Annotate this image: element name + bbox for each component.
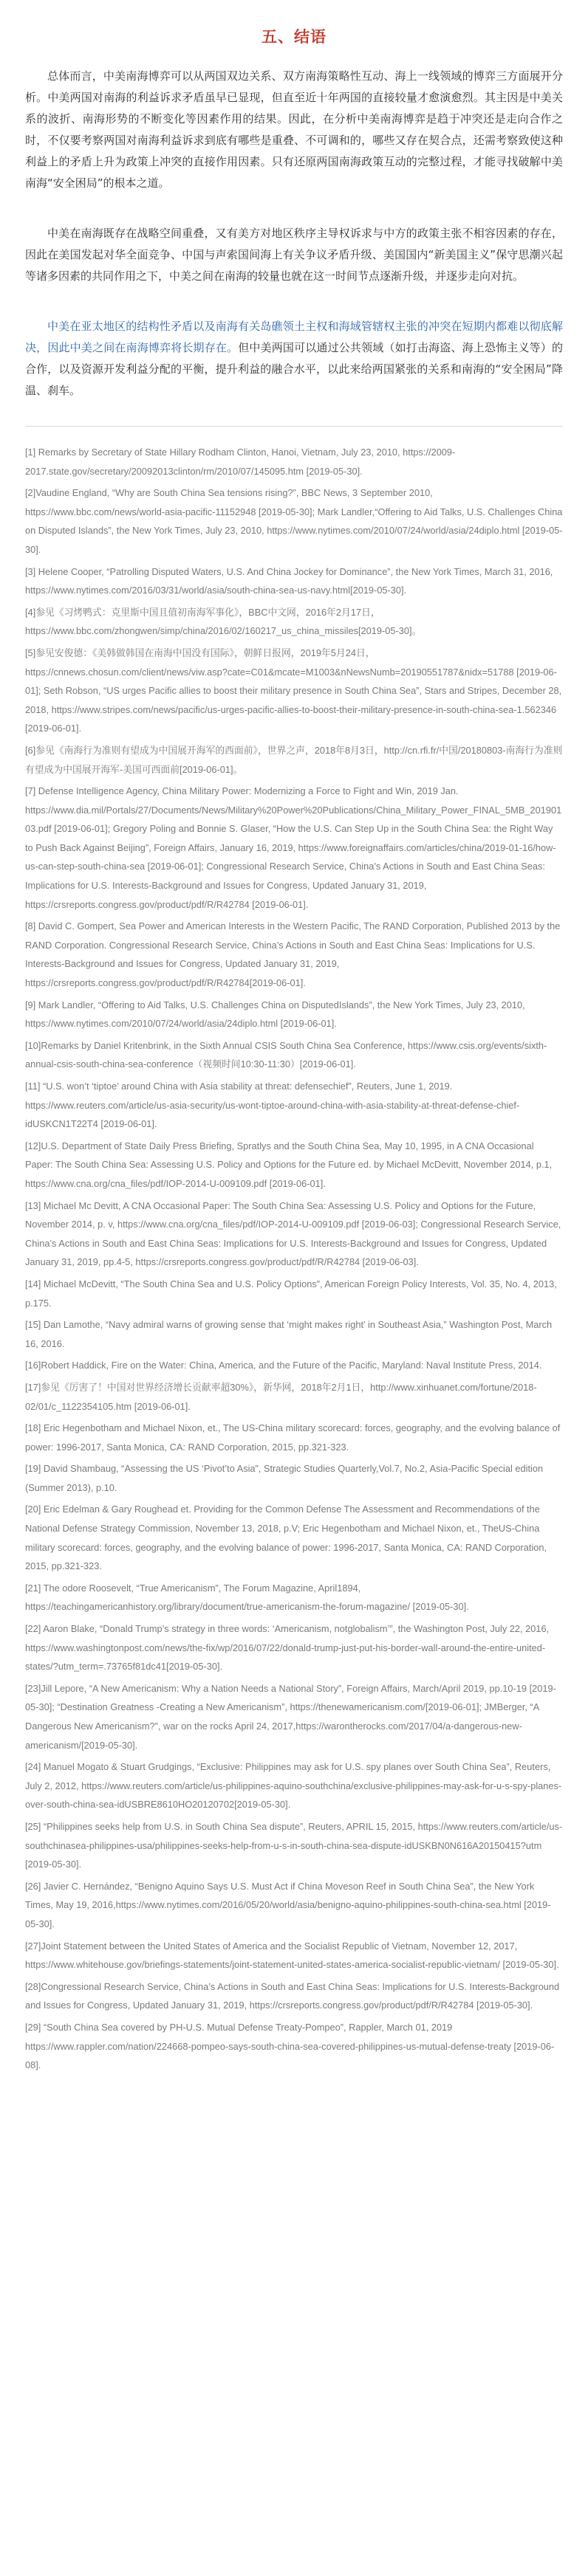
reference-item: [9] Mark Landler, “Offering to Aid Talks, U.S. Challenges China on DisputedIslands”, the New York Times, July 23, 2010, https://www.nytimes.com/2010/07/24/world/asia/24diplo.html [2019-06-01]. (25, 999, 525, 1030)
references-list (25, 443, 563, 2075)
reference-item: [27]Joint Statement between the United States of America and the Socialist Republic of Vietnam, November 12, 2017, https://www.whitehouse.gov/briefings-statements/joint-statement-united-states-america-socialist-republic-vietnam/ [2019-05-30]. (25, 1940, 559, 1971)
reference-item: [10]Remarks by Daniel Kritenbrink, in the Sixth Annual CSIS South China Sea Conference, https://www.csis.org/events/sixth-annual-csis-south-china-sea-conference（视频时间10:30-11:30）[2019-06-01]. (25, 1039, 547, 1070)
reference-item: [22] Aaron Blake, “Donald Trump’s strategy in three words: ‘Americanism, notglobalism’”, the Washington Post, July 22, 2016, https://www.washingtonpost.com/news/the-fix/wp/2016/07/22/donald-trump-just-put-his-border-wall-around-the-entire-united-states/?utm_term=.73765f81dc41[2019-05-30]. (25, 1623, 550, 1673)
reference-item: [19] David Shambaug, “Assessing the US ‘Pivot’to Asia”, Strategic Studies Quarterly,Vol.7, No.2, Asia-Pacific Special edition (Summer 2013), p.10. (25, 1463, 544, 1493)
reference-item: [7] Defense Intelligence Agency, China Military Power: Modernizing a Force to Fight and Win, 2019 Jan. https://www.dia.mil/Portals/27/Documents/News/Military%20Power%20Publications/China_Military_Power_FINAL_5MB_20190103.pdf [2019-06-01]; Gregory Poling and Bonnie S. Glaser, “How the U.S. Can Step Up in the South China Sea: the Right Way to Push Back Against Beijing”, Foreign Affairs, January 16, 2019, https://www.foreignaffairs.com/articles/china/2019-01-16/how-us-can-step-south-china-sea [2019-06-01]; Congressional Research Service, China’s Actions in South and East China Seas: Implications for U.S. Interests-Background and Issues for Congress, Updated January 31, 2019, https://crsreports.congress.gov/product/pdf/R/R42784 [2019-06-01]. (25, 785, 562, 910)
reference-item: [24] Manuel Mogato & Stuart Grudgings, “Exclusive: Philippines may ask for U.S. spy planes over South China Sea”, Reuters, July 2, 2012, https://www.reuters.com/article/us-philippines-aquino-southchina/exclusive-philippines-may-ask-for-u-s-spy-planes-over-south-china-sea-idUSBRE8610HO20120702[2019-05-30]. (25, 1761, 562, 1811)
article-page (0, 25, 588, 2576)
reference-item: [23]Jill Lepore, “A New Americanism: Why a Nation Needs a National Story”, Foreign Affairs, March/April 2019, pp.10-19 [2019-05-30]; “Destination Greatness -Creating a New Americanism”, https://thenewamericanism.com/[2019-06-01]; JMBerger, “A Dangerous New Americanism?”, war on the rocks April 24, 2017,https://warontherocks.com/2017/04/a-dangerous-new-americanism/[2019-05-30]. (25, 1682, 556, 1751)
reference-item: [11] “U.S. won’t ‘tiptoe’ around China with Asia stability at threat: defensechief”, Reuters, June 1, 2019. https://www.reuters.com/article/us-asia-security/us-wont-tiptoe-around-china-with-asia-stability-at-threat-defense-chief-idUSKCN1T22T4 [2019-06-01]. (25, 1081, 520, 1130)
reference-item: [3] Helene Cooper, “Patrolling Disputed Waters, U.S. And China Jockey for Dominance”, the New York Times, March 31, 2016, https://www.nytimes.com/2016/03/31/world/asia/south-china-sea-us-navy.html[2019-05-30]. (25, 565, 553, 596)
reference-item: [20] Eric Edelman & Gary Roughead et. Providing for the Common Defense The Assessment and Recommendations of the National Defense Strategy Commission, November 13, 2018, p.V; Eric Hegenbotham and Michael Nixon, et., TheUS-China military scorecard: forces, geography, and the evolving balance of power: 1996-2017, Santa Monica, CA: RAND Corporation, 2015, pp.321-323. (25, 1504, 547, 1572)
reference-item: [5]参见安俊德：《美韩做韩国在南海中国没有国际》，朝鲜日报网，2019年5月24日，https://cnnews.chosun.com/client/news/viw.asp?cate=C01&mcate=M1003&nNewsNumb=20190551787&nidx=51788 [2019-06-01]; Seth Robson, “US urges Pacific allies to boost their military presence in South China Sea”, Stars and Stripes, December 28, 2018, https://www.stripes.com/news/pacific/us-urges-pacific-allies-to-boost-their-military-presence-in-south-china-sea-1.562346 [2019-06-01]. (25, 647, 562, 734)
conclusion-paragraph-2 (25, 223, 563, 287)
reference-item: [21] The odore Roosevelt, “True Americanism”, The Forum Magazine, April1894, https://teachingamericanhistory.org/library/document/true-americanism-the-forum-magazine/ [2019-05-30]. (25, 1582, 469, 1613)
reference-item: [25] “Philippines seeks help from U.S. in South China Sea dispute”, Reuters, APRIL 15, 2015, https://www.reuters.com/article/us-southchinasea-philippines-usa/philippines-seeks-help-from-u-s-in-south-china-sea-dispute-idUSKBN0N616A20150415?utm [2019-05-30]. (25, 1820, 563, 1870)
reference-item: [2]Vaudine England, “Why are South China Sea tensions rising?”, BBC News, 3 September 2010, https://www.bbc.com/news/world-asia-pacific-11152948 [2019-05-30]; Mark Landler,“Offering to Aid Talks, U.S. Challenges China on Disputed Islands”, the New York Times, July 23, 2010, https://www.nytimes.com/2010/07/24/world/asia/24diplo.html [2019-05-30]. (25, 487, 563, 555)
conclusion-paragraph-1 (25, 66, 563, 194)
section-divider (25, 426, 563, 427)
reference-item: [16]Robert Haddick, Fire on the Water: China, America, and the Future of the Pacific, Maryland: Naval Institute Press, 2014. (25, 1360, 542, 1371)
reference-item: [29] “South China Sea covered by PH-U.S. Mutual Defense Treaty-Pompeo”, Rappler, March 01, 2019 https://www.rappler.com/nation/224668-pompeo-says-south-china-sea-covered-philippines-us-mutual-defense-treaty [2019-06-08]. (25, 2021, 555, 2071)
paragraph-text-combined (25, 316, 563, 402)
reference-item: [18] Eric Hegenbotham and Michael Nixon, et., The US-China military scorecard: forces, geography, and the evolving balance of power: 1996-2017, Santa Monica, CA: RAND Corporation, 2015, pp.321-323. (25, 1422, 561, 1453)
reference-item: [4]参见《习烤鸭式：克里斯中国且值初南海军事化》，BBC中文网，2016年2月17日，https://www.bbc.com/zhongwen/simp/china/2016/02/160217_us_china_missiles[2019-05-30]。 (25, 606, 422, 637)
normal-text: 但中美两国可以通过公共领域（如打击海盗、海上恐怖主义等）的合作，以及资源开发利益分配的平衡，提升利益的融合水平，以此来给两国紧张的关系和南海的“安全困局”降温、刹车。 (25, 341, 563, 397)
highlighted-text: 中美在亚太地区的结构性矛盾以及南海有关岛礁领土主权和海域管辖权主张的冲突在短期内都难以彻底解决，因此中美之间在南海博弈将长期存在。 (25, 320, 563, 354)
reference-item: [28]Congressional Research Service, China’s Actions in South and East China Seas: Implications for U.S. Interests-Background and Issues for Congress, Updated January 31, 2019, https://crsreports.congress.gov/product/pdf/R/R42784 [2019-05-30]. (25, 1980, 560, 2011)
reference-item: [15] Dan Lamothe, “Navy admiral warns of growing sense that ‘might makes right’ in Southeast Asia,” Washington Post, March 16, 2016. (25, 1319, 553, 1349)
conclusion-paragraph-3 (25, 316, 563, 402)
paragraph-text: 中美在南海既存在战略空间重叠，又有美方对地区秩序主导权诉求与中方的政策主张不相容因素的存在，因此在美国发起对华全面竞争、中国与声索国间海上有关争议矛盾升级、美国国内“新美国主义”保守思潮兴起等诸多因素的共同作用之下，中美之间在南海的较量也就在这一时间节点逐渐升级，并逐步走向对抗。 (25, 227, 563, 283)
reference-item: [12]U.S. Department of State Daily Press Briefing, Spratlys and the South China Sea, May 10, 1995, in A CNA Occasional Paper: The South China Sea: Assessing U.S. Policy and Options for the Future ed. by Michael McDevitt, November 2014, p.1, https://www.cna.org/cna_files/pdf/IOP-2014-U-009109.pdf [2019-06-01]. (25, 1140, 553, 1189)
section-title: 五、结语 (261, 28, 327, 46)
reference-item: [1] Remarks by Secretary of State Hillary Rodham Clinton, Hanoi, Vietnam, July 23, 2010, https://2009-2017.state.gov/secretary/20092013clinton/rm/2010/07/145095.htm [2019-05-30]. (25, 447, 456, 477)
reference-item: [17]参见《厉害了！中国对世界经济增长贡献率超30%》，新华网，2018年2月1日，http://www.xinhuanet.com/fortune/2018-02/01/c_1122354105.htm [2019-06-01]. (25, 1381, 537, 1412)
paragraph-text: 总体而言，中美南海博弈可以从两国双边关系、双方南海策略性互动、海上一线领域的博弈三方面展开分析。中美两国对南海的利益诉求矛盾虽早已显现，但直至近十年两国的直接较量才愈演愈烈。其主因是中美关系的波折、南海形势的不断变化等因素作用的结果。因此，在分析中美南海博弈是趋于冲突还是走向合作之时，不仅要考察两国对南海利益诉求到底有哪些是重叠、不可调和的，哪些又存在契合点，还需考察致使这种利益上的矛盾上升为政策上冲突的直接作用因素。只有还原两国南海政策互动的完整过程，才能寻找破解中美南海“安全困局”的根本之道。 (25, 69, 563, 190)
reference-item: [14] Michael McDevitt, “The South China Sea and U.S. Policy Options”, American Foreign Policy Interests, Vol. 35, No. 4, 2013, p.175. (25, 1278, 557, 1309)
reference-item: [8] David C. Gompert, Sea Power and American Interests in the Western Pacific, The RAND Corporation, Published 2013 by the RAND Corporation. Congressional Research Service, China’s Actions in South and East China Seas: Implications for U.S. Interests-Background and Issues for Congress, Updated January 31, 2019, https://crsreports.congress.gov/product/pdf/R/R42784[2019-06-01]. (25, 920, 561, 989)
reference-item: [13] Michael Mc Devitt, A CNA Occasional Paper: The South China Sea: Assessing U.S. Policy and Options for the Future, November 2014, p. v, https://www.cna.org/cna_files/pdf/IOP-2014-U-009109.pdf [2019-06-03]; Congressional Research Service, China’s Actions in South and East China Seas: Implications for U.S. Interests-Background and Issues for Congress, Updated January 31, 2019, pp.4-5, https://crsreports.congress.gov/product/pdf/R/R42784 [2019-06-03]. (25, 1199, 561, 1268)
reference-item: [6]参见《南海行为准则有望成为中国展开海军的西面前》，世界之声，2018年8月3日，http://cn.rfi.fr/中国/20180803-南海行为准则有望成为中国展开海军-美国可西面前[2019-06-01]。 (25, 744, 563, 775)
reference-item: [26] Javier C. Hernández, “Benigno Aquino Says U.S. Must Act if China Moveson Reef in South China Sea”, the New York Times, May 19, 2016,https://www.nytimes.com/2016/05/20/world/asia/benigno-aquino-philippines-south-china-sea.html [2019-05-30]. (25, 1880, 551, 1929)
